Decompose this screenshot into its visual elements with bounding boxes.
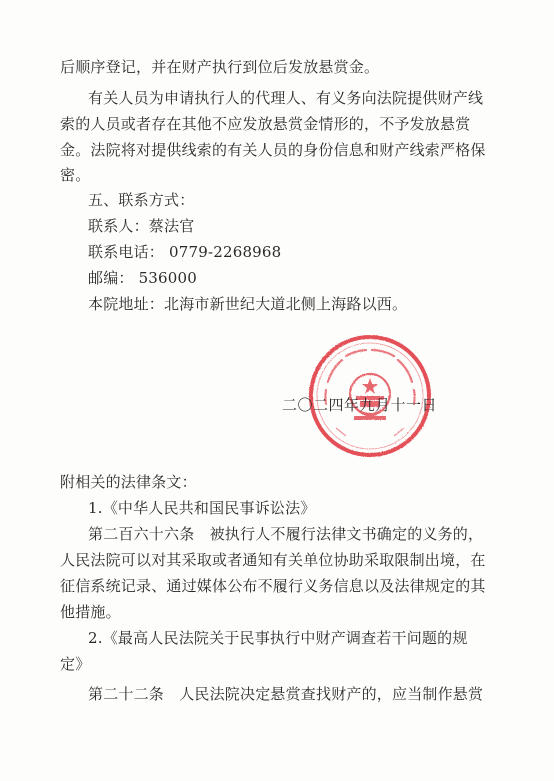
postal-code: 邮编： 536000 xyxy=(88,269,198,287)
body-line-1: 后顺序登记，并在财产执行到位后发放悬赏金。 xyxy=(60,58,380,76)
contact-person: 联系人：蔡法官 xyxy=(88,217,195,235)
appendix-law-title-2-cont: 定》 xyxy=(60,655,91,673)
body-line-3: 索的人员或者存在其他不应发放悬赏金情形的，不予发放悬赏 xyxy=(60,115,471,133)
appendix-article-2-line-1: 第二十二条 人民法院决定悬赏查找财产的，应当制作悬赏 xyxy=(88,685,484,703)
court-address: 本院地址：北海市新世纪大道北侧上海路以西。 xyxy=(88,295,408,313)
appendix-article-1-line-4: 他措施。 xyxy=(60,603,121,621)
appendix-heading: 附相关的法律条文： xyxy=(60,473,197,491)
section-heading-contact: 五、联系方式： xyxy=(88,191,195,209)
appendix-law-title-1: 1.《中华人民共和国民事诉讼法》 xyxy=(88,499,316,517)
body-line-4: 金。法院将对提供线索的有关人员的身份信息和财产线索严格保 xyxy=(60,141,486,159)
body-line-2: 有关人员为申请执行人的代理人、有义务向法院提供财产线 xyxy=(88,89,484,107)
contact-phone: 联系电话： 0779-2268968 xyxy=(88,243,282,261)
appendix-law-title-2: 2.《最高人民法院关于民事执行中财产调查若干问题的规 xyxy=(88,629,468,647)
appendix-article-1-line-1: 第二百六十六条 被执行人不履行法律文书确定的义务的， xyxy=(88,525,484,543)
body-line-5: 密。 xyxy=(60,166,91,184)
document-date: 二〇二四年九月十一日 xyxy=(282,396,438,414)
appendix-article-1-line-2: 人民法院可以对其采取或者通知有关单位协助采取限制出境，在 xyxy=(60,551,486,569)
appendix-article-1-line-3: 征信系统记录、通过媒体公布不履行义务信息以及法律规定的其 xyxy=(60,577,486,595)
